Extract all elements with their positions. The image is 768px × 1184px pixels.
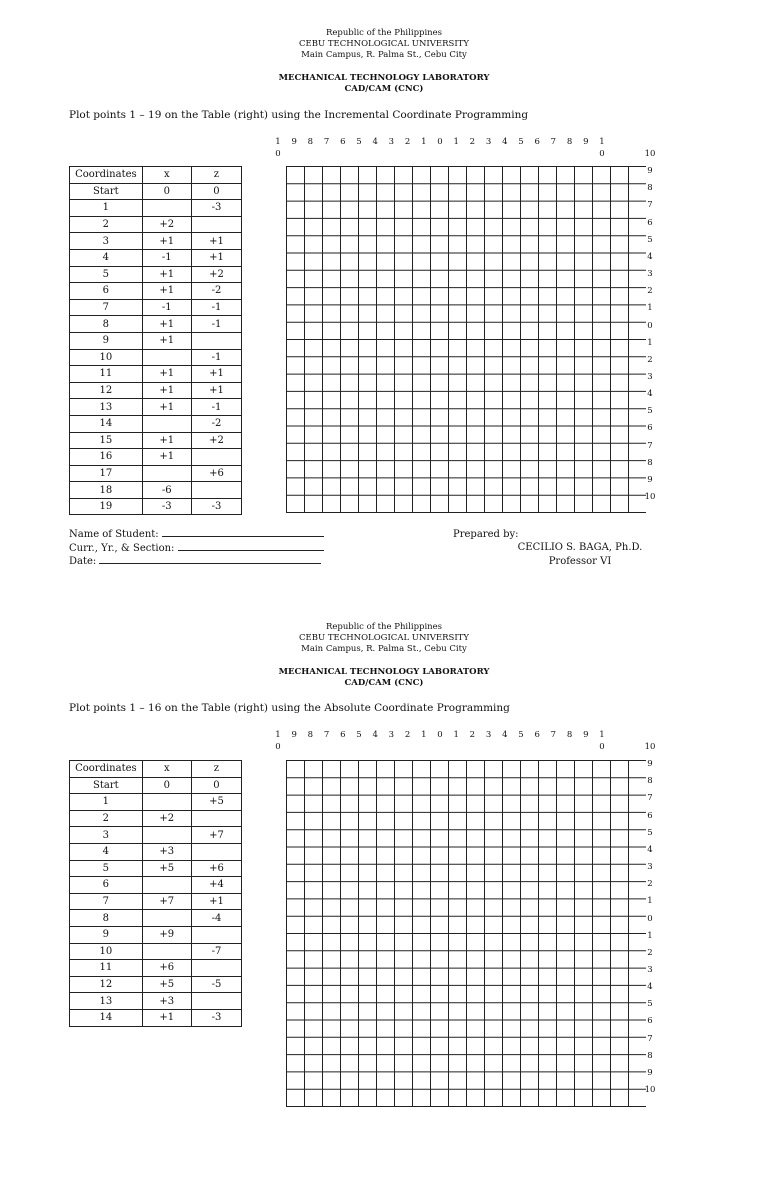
column-label: 8 (566, 730, 573, 740)
table-cell: +1 (142, 449, 191, 466)
column-label: 1 (599, 137, 605, 147)
table-cell: +1 (142, 316, 191, 333)
table-cell: +5 (142, 860, 191, 877)
table-cell: +1 (142, 266, 191, 283)
table-cell: 11 (70, 366, 143, 383)
column-label: 1 (453, 137, 459, 147)
table-row (70, 366, 242, 383)
table-cell: 3 (70, 827, 143, 844)
coordinates-table (69, 166, 242, 515)
table-cell: -3 (142, 498, 191, 515)
section-label: Curr., Yr., & Section: (69, 542, 175, 554)
row-label: 0 (647, 320, 653, 331)
table-cell: -4 (191, 910, 241, 927)
table-cell: +1 (142, 233, 191, 250)
table-row (70, 283, 242, 300)
table-cell: 8 (70, 910, 143, 927)
column-label: 8 (307, 137, 314, 147)
coordinates-table (69, 760, 242, 1027)
row-label: 7 (647, 793, 653, 804)
preparer-title: Professor VI (548, 555, 612, 567)
table-cell: +1 (142, 366, 191, 383)
row-label: 9 (647, 1067, 653, 1078)
table-cell: 0 (191, 777, 241, 794)
table-cell: +1 (142, 1009, 191, 1026)
table-cell (142, 415, 191, 432)
table-cell (191, 926, 241, 943)
row-label: 10 (644, 492, 656, 502)
table-row (70, 249, 242, 266)
column-label: 2 (469, 730, 476, 740)
plot-grid (286, 166, 646, 514)
table-cell: 16 (70, 449, 143, 466)
table-cell: 7 (70, 893, 143, 910)
table-row (70, 465, 242, 482)
table-cell: 11 (70, 960, 143, 977)
table-cell: -5 (191, 976, 241, 993)
instruction-text: Plot points 1 – 19 on the Table (right) using the Incremental Coordinate Programming (69, 109, 529, 121)
table-row (70, 382, 242, 399)
table-cell: +1 (191, 233, 241, 250)
prepared-by-label: Prepared by: (453, 529, 519, 540)
table-row (70, 827, 242, 844)
table-cell (191, 482, 241, 499)
row-label: 8 (647, 776, 653, 787)
table-cell: 3 (70, 233, 143, 250)
table-cell (142, 200, 191, 217)
preparer-name: CECILIO S. BAGA, Ph.D. (517, 542, 643, 553)
table-cell: -6 (142, 482, 191, 499)
table-cell: +1 (142, 332, 191, 349)
table-row (70, 810, 242, 827)
column-label: 1 (275, 730, 281, 740)
table-row (70, 926, 242, 943)
table-row (70, 399, 242, 416)
table-row (70, 299, 242, 316)
table-cell (142, 910, 191, 927)
table-cell (142, 794, 191, 811)
table-cell (191, 332, 241, 349)
table-cell: +9 (142, 926, 191, 943)
column-label: 1 (421, 137, 427, 147)
lab-title: MECHANICAL TECHNOLOGY LABORATORY (278, 73, 490, 83)
section-field[interactable] (69, 542, 324, 556)
table-cell: Start (70, 183, 143, 200)
column-label: 4 (502, 137, 508, 147)
row-label: 2 (647, 354, 653, 365)
table-cell: -1 (142, 299, 191, 316)
plot-grid (286, 760, 646, 1108)
table-cell: 8 (70, 316, 143, 333)
table-cell: +1 (191, 249, 241, 266)
header-cell: z (191, 167, 241, 184)
column-label: 7 (550, 730, 557, 740)
table-cell: 12 (70, 382, 143, 399)
column-label: 1 (421, 730, 427, 740)
table-cell: 4 (70, 843, 143, 860)
worksheet-incremental (0, 0, 768, 590)
worksheet-absolute (0, 594, 768, 1184)
table-cell (142, 943, 191, 960)
table-row (70, 432, 242, 449)
table-cell: +1 (142, 382, 191, 399)
row-label: 1 (647, 896, 653, 907)
table-row (70, 216, 242, 233)
column-label: 1 (275, 137, 281, 147)
table-row (70, 415, 242, 432)
column-label: 2 (404, 137, 411, 147)
table-cell: 0 (191, 183, 241, 200)
table-cell: +1 (142, 432, 191, 449)
column-label: 7 (323, 730, 330, 740)
column-label: 9 (291, 137, 297, 147)
column-label: 8 (307, 730, 314, 740)
student-info (69, 528, 324, 569)
table-cell (142, 827, 191, 844)
table-cell (142, 349, 191, 366)
column-label: 4 (372, 137, 378, 147)
table-cell: 1 (70, 200, 143, 217)
table-row (70, 860, 242, 877)
table-cell: 0 (142, 183, 191, 200)
course-title: CAD/CAM (CNC) (344, 678, 424, 688)
table-cell: 14 (70, 415, 143, 432)
table-row (70, 349, 242, 366)
table-cell: 1 (70, 794, 143, 811)
table-cell: 0 (142, 777, 191, 794)
row-label: 10 (644, 742, 656, 752)
table-cell: 5 (70, 266, 143, 283)
table-row (70, 777, 242, 794)
table-cell: +7 (142, 893, 191, 910)
campus-address: Main Campus, R. Palma St., Cebu City (301, 644, 467, 654)
table-row (70, 233, 242, 250)
column-label: 8 (566, 137, 573, 147)
column-label: 1 (599, 730, 605, 740)
table-cell: +5 (142, 976, 191, 993)
row-label: 6 (647, 810, 653, 821)
row-label: 7 (647, 440, 653, 451)
table-cell: 14 (70, 1009, 143, 1026)
table-cell: 7 (70, 299, 143, 316)
table-row (70, 332, 242, 349)
column-label: 5 (356, 137, 362, 147)
table-cell: -1 (191, 316, 241, 333)
table-row (70, 976, 242, 993)
row-label: 10 (644, 149, 656, 159)
student-name-field[interactable] (69, 528, 324, 542)
table-cell: 2 (70, 216, 143, 233)
column-label: 9 (583, 137, 589, 147)
table-cell (191, 449, 241, 466)
table-cell: 6 (70, 877, 143, 894)
table-cell: 2 (70, 810, 143, 827)
row-label: 9 (647, 474, 653, 485)
table-row (70, 943, 242, 960)
instruction-text: Plot points 1 – 16 on the Table (right) using the Absolute Coordinate Programming (69, 702, 510, 714)
row-label: 1 (647, 303, 653, 314)
date-field[interactable] (69, 555, 324, 569)
row-label: 5 (647, 406, 653, 417)
table-cell: +6 (191, 860, 241, 877)
table-cell (191, 810, 241, 827)
column-label: 4 (502, 730, 508, 740)
column-label-sub: 0 (599, 742, 605, 752)
table-cell: -1 (191, 299, 241, 316)
table-cell: 4 (70, 249, 143, 266)
table-cell: +3 (142, 993, 191, 1010)
row-label: 3 (647, 862, 653, 873)
column-label: 9 (291, 730, 297, 740)
table-cell: 5 (70, 860, 143, 877)
row-label: 6 (647, 423, 653, 434)
table-row (70, 316, 242, 333)
preparer-signature (510, 541, 650, 568)
row-label: 10 (644, 1085, 656, 1095)
university-name: CEBU TECHNOLOGICAL UNIVERSITY (299, 633, 469, 643)
column-label: 3 (388, 730, 395, 740)
table-cell: -1 (142, 249, 191, 266)
header-cell: x (142, 761, 191, 778)
table-cell: +2 (142, 810, 191, 827)
row-label: 1 (647, 930, 653, 941)
row-label: 2 (647, 947, 653, 958)
column-label: 6 (534, 730, 540, 740)
column-label: 2 (404, 730, 411, 740)
column-label: 6 (534, 137, 540, 147)
row-label: 8 (647, 457, 653, 468)
column-label: 3 (388, 137, 395, 147)
row-label: 5 (647, 999, 653, 1010)
table-cell: +3 (142, 843, 191, 860)
column-label-sub: 0 (599, 149, 605, 159)
table-cell: +2 (142, 216, 191, 233)
table-cell: 18 (70, 482, 143, 499)
column-label-sub: 0 (275, 742, 281, 752)
table-cell: 9 (70, 926, 143, 943)
table-row (70, 794, 242, 811)
row-label: 4 (647, 389, 653, 400)
table-cell: 17 (70, 465, 143, 482)
table-header-row (70, 761, 242, 778)
table-row (70, 877, 242, 894)
university-name: CEBU TECHNOLOGICAL UNIVERSITY (299, 39, 469, 49)
table-cell (142, 465, 191, 482)
table-cell: +6 (191, 465, 241, 482)
row-label: 4 (647, 844, 653, 855)
header-cell: Coordinates (70, 761, 143, 778)
table-cell: 12 (70, 976, 143, 993)
lab-title: MECHANICAL TECHNOLOGY LABORATORY (278, 667, 490, 677)
table-cell: +2 (191, 432, 241, 449)
table-cell: 9 (70, 332, 143, 349)
table-cell: -1 (191, 399, 241, 416)
row-label: 9 (647, 166, 653, 177)
table-cell (191, 216, 241, 233)
table-cell: +1 (142, 399, 191, 416)
row-label: 8 (647, 1050, 653, 1061)
column-label: 5 (356, 730, 362, 740)
row-label: 3 (647, 964, 653, 975)
table-cell: +5 (191, 794, 241, 811)
table-header-row (70, 167, 242, 184)
table-row (70, 993, 242, 1010)
column-label: 4 (372, 730, 378, 740)
table-cell: -3 (191, 200, 241, 217)
table-cell: -2 (191, 415, 241, 432)
table-cell: -3 (191, 1009, 241, 1026)
campus-address: Main Campus, R. Palma St., Cebu City (301, 50, 467, 60)
row-label: 4 (647, 251, 653, 262)
table-cell: 10 (70, 349, 143, 366)
column-label: 1 (453, 730, 459, 740)
table-row (70, 893, 242, 910)
table-cell (191, 993, 241, 1010)
table-cell: 6 (70, 283, 143, 300)
row-label: 2 (647, 879, 653, 890)
student-name-label: Name of Student: (69, 529, 159, 540)
row-label: 7 (647, 1033, 653, 1044)
header-cell: Coordinates (70, 167, 143, 184)
row-label: 7 (647, 200, 653, 211)
table-cell: +2 (191, 266, 241, 283)
column-label: 3 (485, 730, 492, 740)
column-label: 9 (583, 730, 589, 740)
column-label: 6 (340, 730, 346, 740)
column-label: 5 (518, 137, 524, 147)
table-cell: +1 (142, 283, 191, 300)
header-cell: x (142, 167, 191, 184)
table-cell: +4 (191, 877, 241, 894)
table-cell: +1 (191, 382, 241, 399)
table-cell (142, 877, 191, 894)
column-label: 0 (437, 137, 443, 147)
republic-line: Republic of the Philippines (325, 622, 443, 632)
row-label: 3 (647, 371, 653, 382)
table-row (70, 449, 242, 466)
table-cell: 15 (70, 432, 143, 449)
table-row (70, 960, 242, 977)
column-label: 3 (485, 137, 492, 147)
row-label: 6 (647, 1016, 653, 1027)
row-label: 1 (647, 337, 653, 348)
table-row (70, 266, 242, 283)
column-label: 7 (323, 137, 330, 147)
table-cell: +7 (191, 827, 241, 844)
table-cell: -1 (191, 349, 241, 366)
table-row (70, 498, 242, 515)
row-label: 9 (647, 759, 653, 770)
row-label: 8 (647, 183, 653, 194)
row-label: 5 (647, 234, 653, 245)
table-cell: -7 (191, 943, 241, 960)
table-cell: 13 (70, 399, 143, 416)
column-label: 0 (437, 730, 443, 740)
table-cell: 10 (70, 943, 143, 960)
table-cell: 19 (70, 498, 143, 515)
column-label: 6 (340, 137, 346, 147)
table-cell: +1 (191, 893, 241, 910)
row-label: 0 (647, 913, 653, 924)
table-cell: 13 (70, 993, 143, 1010)
table-cell: +6 (142, 960, 191, 977)
table-cell: +1 (191, 366, 241, 383)
row-label: 2 (647, 286, 653, 297)
table-cell (191, 960, 241, 977)
row-label: 5 (647, 827, 653, 838)
column-label-sub: 0 (275, 149, 281, 159)
column-label: 7 (550, 137, 557, 147)
table-row (70, 200, 242, 217)
republic-line: Republic of the Philippines (325, 28, 443, 38)
row-label: 4 (647, 982, 653, 993)
table-cell (191, 843, 241, 860)
header-cell: z (191, 761, 241, 778)
table-row (70, 910, 242, 927)
row-label: 3 (647, 269, 653, 280)
column-label: 5 (518, 730, 524, 740)
table-row (70, 843, 242, 860)
table-row (70, 183, 242, 200)
row-label: 6 (647, 217, 653, 228)
column-label: 2 (469, 137, 476, 147)
table-cell: Start (70, 777, 143, 794)
date-label: Date: (69, 556, 97, 567)
course-title: CAD/CAM (CNC) (344, 84, 424, 94)
table-cell: -2 (191, 283, 241, 300)
table-row (70, 482, 242, 499)
table-cell: -3 (191, 498, 241, 515)
